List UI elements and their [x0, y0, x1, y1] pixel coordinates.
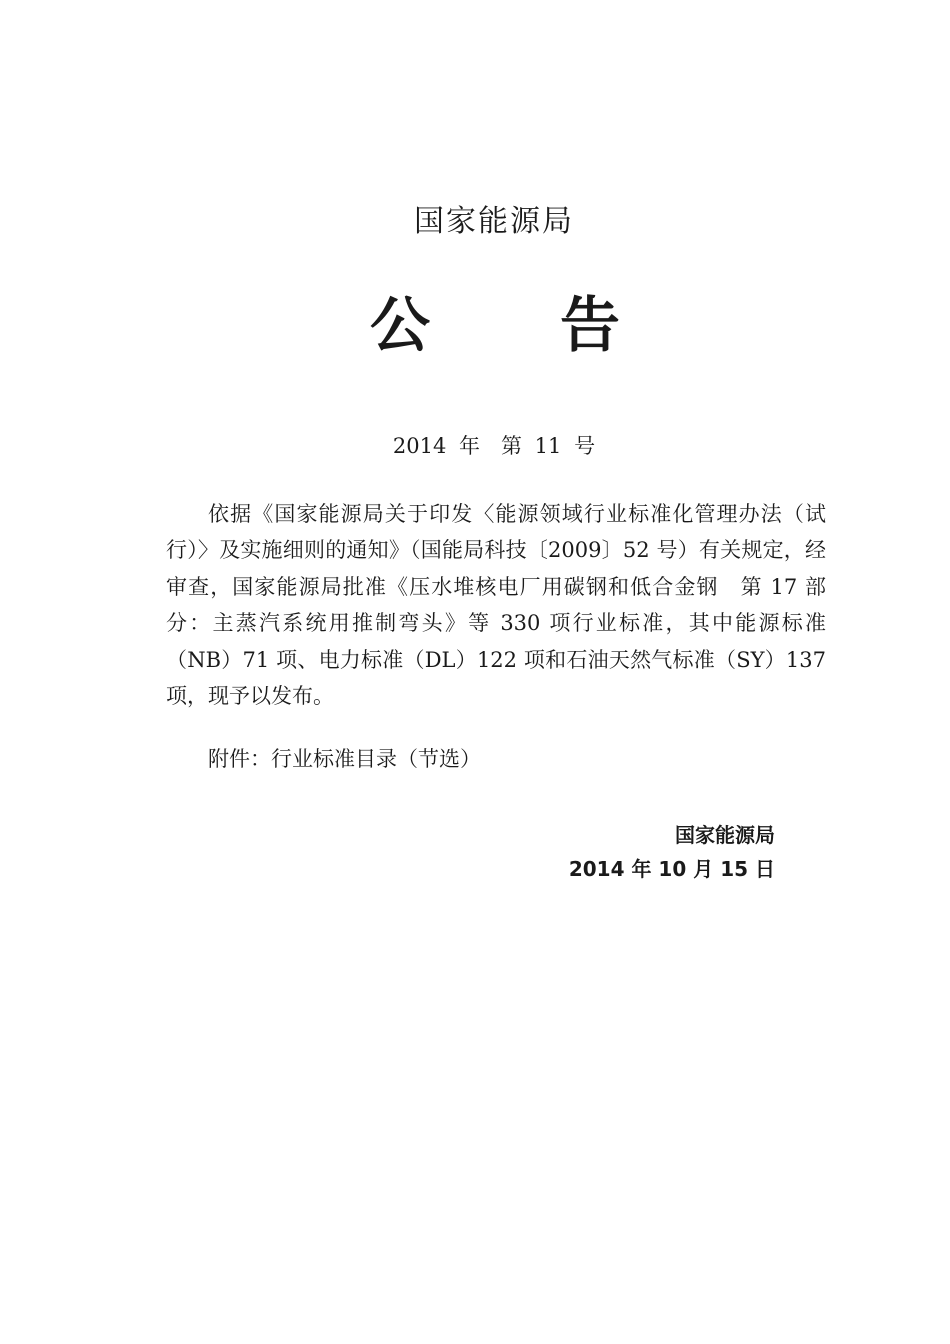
attachment-line: 附件：行业标准目录（节选） — [208, 747, 481, 771]
signature-org: 国家能源局 — [675, 823, 775, 847]
signature-block — [569, 818, 775, 886]
document-number: 2014 年 第 11 号 — [392, 434, 596, 458]
notice-title — [370, 278, 620, 364]
signature-date: 2014 年 10 月 15 日 — [568, 857, 775, 881]
title-char-1: 公 — [370, 291, 430, 361]
issuer-heading: 国家能源局 — [414, 204, 574, 239]
body-paragraph: 依据《国家能源局关于印发〈能源领域行业标准化管理办法（试行）〉及实施细则的通知》（国能局科技〔2009〕52 号）有关规定，经审查，国家能源局批准《压水堆核电厂用碳钢和低合金钢 第 17 部分：主蒸汽系统用推制弯头》等 330 项行业标准，其中能源标准（NB）71 项、电力标准（DL）122 项和石油天然气标准（SY）137 项，现予以发布。 — [166, 502, 826, 709]
title-char-2: 告 — [560, 291, 620, 361]
